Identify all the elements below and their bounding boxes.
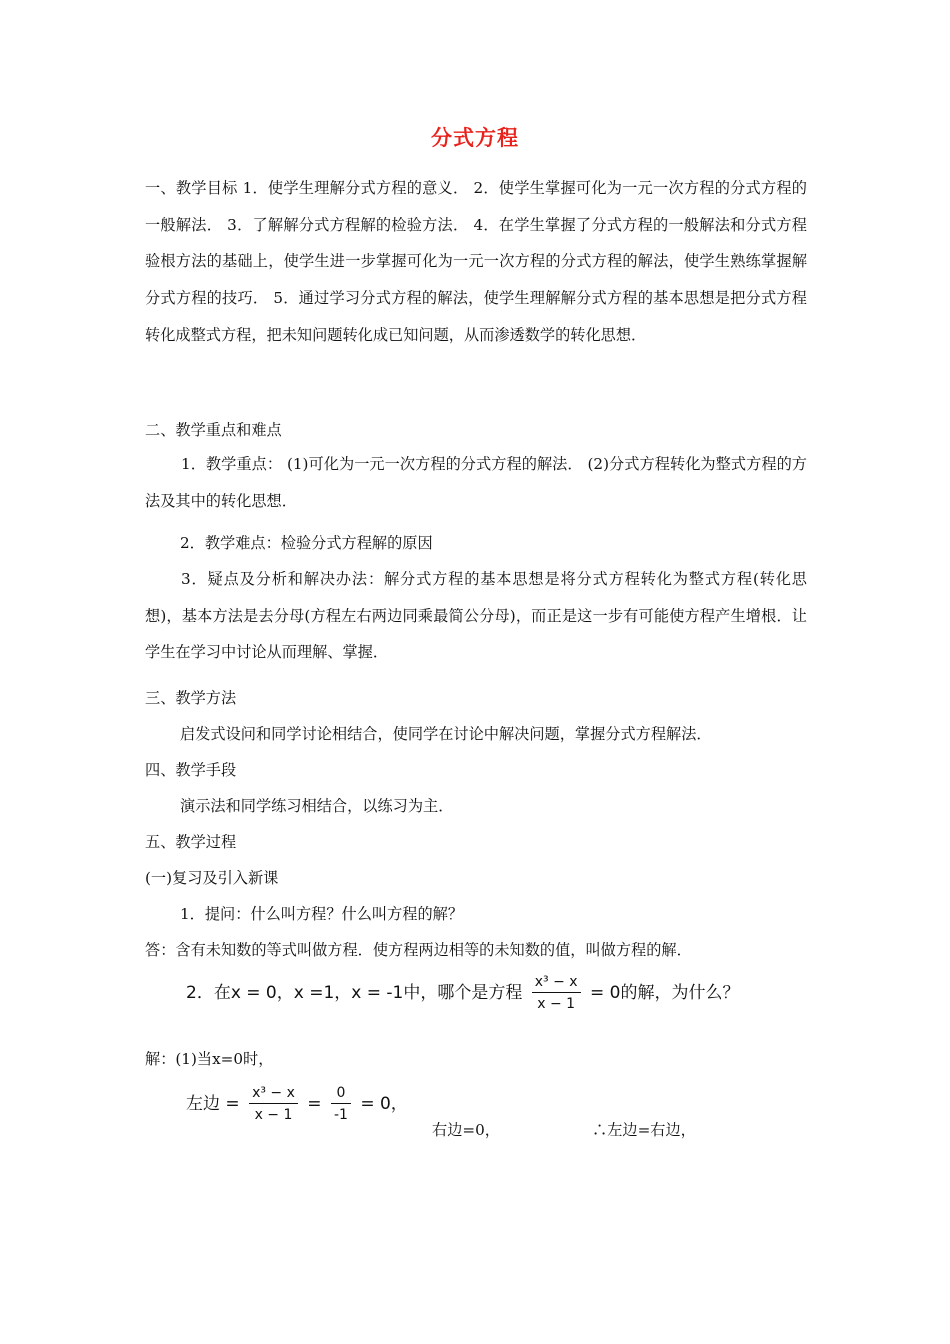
question-2-suffix: = 0的解，为什么？: [589, 983, 740, 1003]
heading-means: 四、教学手段: [145, 761, 237, 779]
page-title: 分式方程: [431, 126, 519, 150]
value-fraction: [331, 1085, 351, 1123]
method-line: 启发式设问和同学讨论相结合，使同学在讨论中解决问题，掌握分式方程解法．: [180, 725, 712, 743]
solution-equation: [186, 1085, 408, 1123]
value-numerator: 0: [331, 1085, 351, 1104]
heading-method: 三、教学方法: [145, 689, 237, 707]
fraction-numerator: x³ − x: [532, 974, 581, 993]
lhs-numerator: x³ − x: [249, 1085, 298, 1104]
result-tail: = 0，: [360, 1094, 408, 1114]
heading-key-points: 二、教学重点和难点: [145, 421, 282, 439]
lhs-label: 左边 =: [186, 1094, 240, 1114]
fraction-denominator: x − 1: [537, 996, 576, 1012]
solution-label: 解：(1)当x=0时，: [145, 1050, 274, 1068]
value-denominator: -1: [333, 1107, 348, 1123]
question-2-prefix: 2．在x = 0，x =1，x = -1中，哪个是方程: [186, 983, 523, 1003]
lhs-fraction: [249, 1085, 298, 1123]
teaching-goals: 一、教学目标 1．使学生理解分式方程的意义． 2．使学生掌握可化为一元一次方程的分式方程的一般解法． 3．了解解分式方程解的检验方法． 4．在学生掌握了分式方程的一般解法和分式方程验根方法的基础上，使学生进一步掌握可化为一元一次方程的分式方程的解法，使学生熟练掌握解分式方程的技巧． 5．通过学习分式方程的解法，使学生理解解分式方程的基本思想是把分式方程转化成整式方程，把未知问题转化成已知问题，从而渗透数学的转化思想．: [145, 179, 807, 344]
therefore-line: ∴左边=右边，: [592, 1121, 696, 1139]
question-2: [186, 974, 739, 1012]
doubt-paragraph: 3．疑点及分析和解决办法：解分式方程的基本思想是将分式方程转化为整式方程(转化思想)，基本方法是去分母(方程左右两边同乘最简公分母)，而正是这一步有可能使方程产生增根．让学生在学习中讨论从而理解、掌握．: [145, 570, 807, 662]
question-1: 1．提问：什么叫方程？什么叫方程的解？: [180, 905, 464, 923]
answer-1: 答：含有未知数的等式叫做方程．使方程两边相等的未知数的值，叫做方程的解．: [145, 941, 692, 959]
key-point-paragraph: 1．教学重点： (1)可化为一元一次方程的分式方程的解法． (2)分式方程转化为整式方程的方法及其中的转化思想．: [145, 455, 807, 510]
lhs-denominator: x − 1: [254, 1107, 293, 1123]
subheading-review: (一)复习及引入新课: [145, 869, 279, 887]
equation-fraction: [532, 974, 581, 1012]
right-side-value: 右边=0，: [432, 1121, 500, 1139]
heading-process: 五、教学过程: [145, 833, 237, 851]
means-line: 演示法和同学练习相结合，以练习为主．: [180, 797, 454, 815]
difficulty-line: 2．教学难点：检验分式方程解的原因: [180, 534, 433, 552]
equals-sign: =: [307, 1094, 322, 1114]
